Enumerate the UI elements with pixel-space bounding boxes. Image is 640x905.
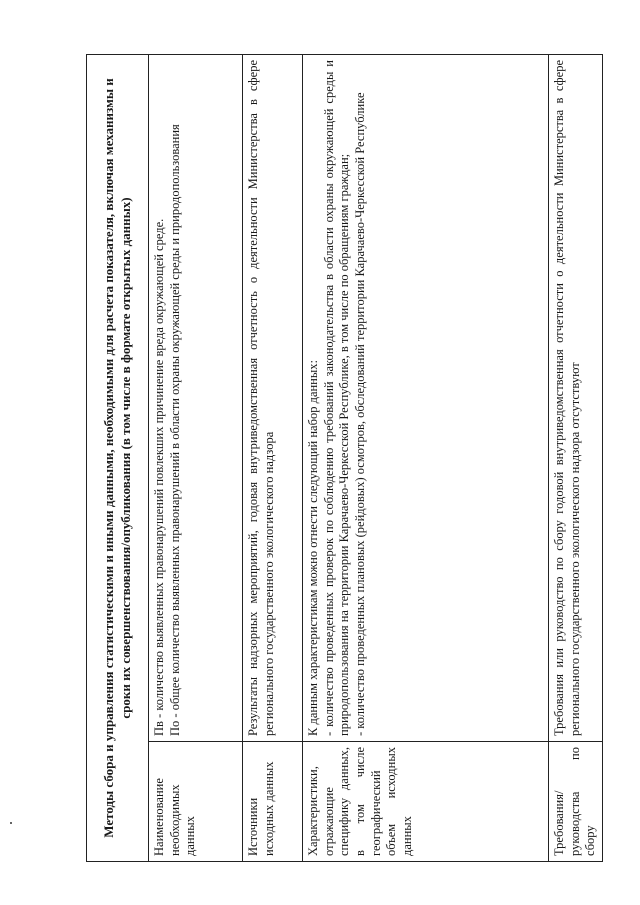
- row-content: [149, 55, 243, 742]
- table-header-row: [87, 55, 149, 862]
- row-content: [549, 55, 603, 742]
- rotated-table-container: [86, 54, 600, 862]
- table-row-data-sources: [243, 55, 303, 862]
- row-label: Наименование необходимых данных: [149, 742, 243, 862]
- table-row-required-data: [149, 55, 243, 862]
- table-row-collection-requirements: [549, 55, 603, 862]
- row-label: Требования/руководства по сбору: [549, 742, 603, 862]
- content-line: К данным характеристикам можно отнести следующий набор данных:: [306, 360, 320, 736]
- content-line: Требования или руководство по сбору годовой внутриведомственная отчетности о деятельности Министерства в сфере регионального государственного экологического надзора отсутствуют: [552, 60, 582, 736]
- scan-speck: [10, 822, 12, 824]
- content-line: - количество проведенных плановых (рейдовых) осмотров, обследований территории Карачаево-Черкесской Республике: [352, 92, 367, 736]
- content-line: По - общее количество выявленных правонарушений в области охраны окружающей среды и природопользования: [167, 124, 182, 736]
- content-line: Пв - количество выявленных правонарушений повлекших причинение вреда окружающей среде.: [152, 218, 166, 736]
- row-content: [303, 55, 549, 742]
- row-label: Источники исходных данных: [243, 742, 303, 862]
- methods-table: [86, 54, 603, 862]
- row-label: Характеристики, отражающие специфику данных, в том числе географический объем исходных данных: [303, 742, 549, 862]
- content-line: - количество проведенных проверок по соблюдению требований законодательства в области охраны окружающей среды и природопользования на территории Карачаево-Черкесской Республике, в том числе по обращениям граждан;: [321, 60, 352, 736]
- row-content: [243, 55, 303, 742]
- table-header: Методы сбора и управления статистическими и иными данными, необходимыми для расчета показателя, включая механизмы и сроки их совершенствования/опубликования (в том числе в формате открытых данных): [87, 55, 149, 862]
- table-row-data-characteristics: [303, 55, 549, 862]
- content-line: Результаты надзорных мероприятий, годовая внутриведомственная отчетность о деятельности Министерства в сфере регионального государственного экологического надзора: [246, 60, 276, 736]
